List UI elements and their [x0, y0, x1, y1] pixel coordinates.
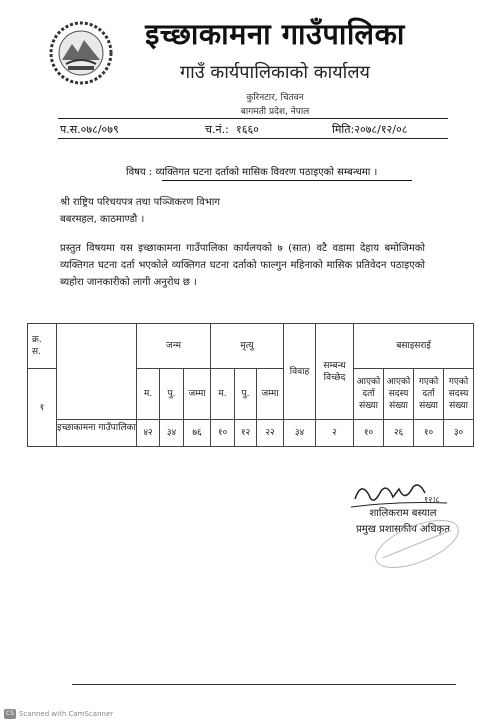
marriage-value: ३४: [284, 420, 316, 447]
death-male-value: १०: [211, 420, 235, 447]
letter-subject: विषय : व्यक्तिगत घटना दर्ताको मासिक विवरण पठाइएको सम्बन्धमा ।: [126, 167, 378, 178]
header-rule-top: [58, 118, 448, 119]
in-members-header: आएको सदस्य संख्या: [384, 369, 414, 420]
name-header-blank: [57, 324, 137, 420]
birth-female-header: पु.: [160, 369, 184, 420]
birth-total-value: ७६: [184, 420, 211, 447]
header-rule-bottom: [58, 138, 448, 139]
camscanner-icon: CS: [6, 710, 14, 717]
out-reg-value: १०: [414, 420, 444, 447]
office-stamp: [370, 517, 465, 572]
subject-underline: [162, 180, 412, 181]
in-reg-value: १०: [354, 420, 384, 447]
sn-header: क्र. स.: [28, 324, 57, 369]
signatory-name: शालिकराम बस्याल: [369, 508, 437, 519]
death-header: मृत्यु: [211, 324, 284, 369]
death-male-header: म.: [211, 369, 235, 420]
address-line-2: बागमती प्रदेश, नेपाल: [240, 107, 310, 117]
divorce-value: २: [316, 420, 354, 447]
vital-events-table: [27, 323, 474, 447]
death-total-value: २२: [257, 420, 284, 447]
death-total-header: जम्मा: [257, 369, 284, 420]
footer-rule: [72, 684, 456, 685]
out-reg-header: गएको दर्ता संख्या: [414, 369, 444, 420]
death-female-value: १२: [235, 420, 257, 447]
office-subtitle: गाउँ कार्यपालिकाको कार्यालय: [180, 62, 370, 83]
sn-cell: १: [28, 369, 57, 447]
recipient-line-2: बबरमहल, काठमाण्डौ ।: [60, 214, 145, 225]
letter-body: प्रस्तुत विषयमा यस इच्छाकामना गाउँपालिका कार्यलयको ७ (सात) वटै वडामा देहाय बमोजिमको व्यक्तिगत घटना दर्ता भएकोले व्यक्तिगत घटना दर्ताको फाल्गुन महिनाको मासिक प्रतिवेदन पठाइएको ब्यहोरा जानकारीको लागी अनुरोध छ ।: [60, 243, 425, 288]
migration-header: बसाइसराई: [354, 324, 474, 369]
watermark-text: Scanned with CamScanner: [19, 710, 114, 718]
birth-total-header: जम्मा: [184, 369, 211, 420]
in-reg-header: आएको दर्ता संख्या: [354, 369, 384, 420]
birth-female-value: ३४: [160, 420, 184, 447]
dispatch-label: च.नं.:: [205, 123, 229, 136]
out-members-header: गएको सदस्य संख्या: [444, 369, 474, 420]
address-line-1: कुरिनटार, चितवन: [246, 93, 304, 103]
dispatch-number: १६६०: [236, 123, 259, 136]
marriage-header: विवाह: [284, 324, 316, 420]
birth-male-value: ४२: [137, 420, 160, 447]
letter-date: मिति:२०७८/१२/०८: [332, 123, 408, 136]
birth-header: जन्म: [137, 324, 211, 369]
out-members-value: ३०: [444, 420, 474, 447]
death-female-header: पु.: [235, 369, 257, 420]
signatory-designation: प्रमुख प्रशासकीय अधिकृत: [356, 524, 450, 535]
reference-number: प.स.०७८/०७९: [60, 123, 119, 136]
recipient-line-1: श्री राष्ट्रिय परिचयपत्र तथा पञ्जिकरण विभाग: [60, 197, 220, 208]
municipality-logo: [48, 20, 114, 86]
signature-date: १२।८: [424, 495, 440, 504]
municipality-name-cell: इच्छाकामना गाउँपालिका: [57, 420, 137, 447]
scanner-watermark: [4, 709, 113, 719]
in-members-value: २६: [384, 420, 414, 447]
office-title: इच्छाकामना गाउँपालिका: [145, 17, 405, 51]
divorce-header: सम्बन्ध विच्छेद: [316, 324, 354, 420]
birth-male-header: म.: [137, 369, 160, 420]
